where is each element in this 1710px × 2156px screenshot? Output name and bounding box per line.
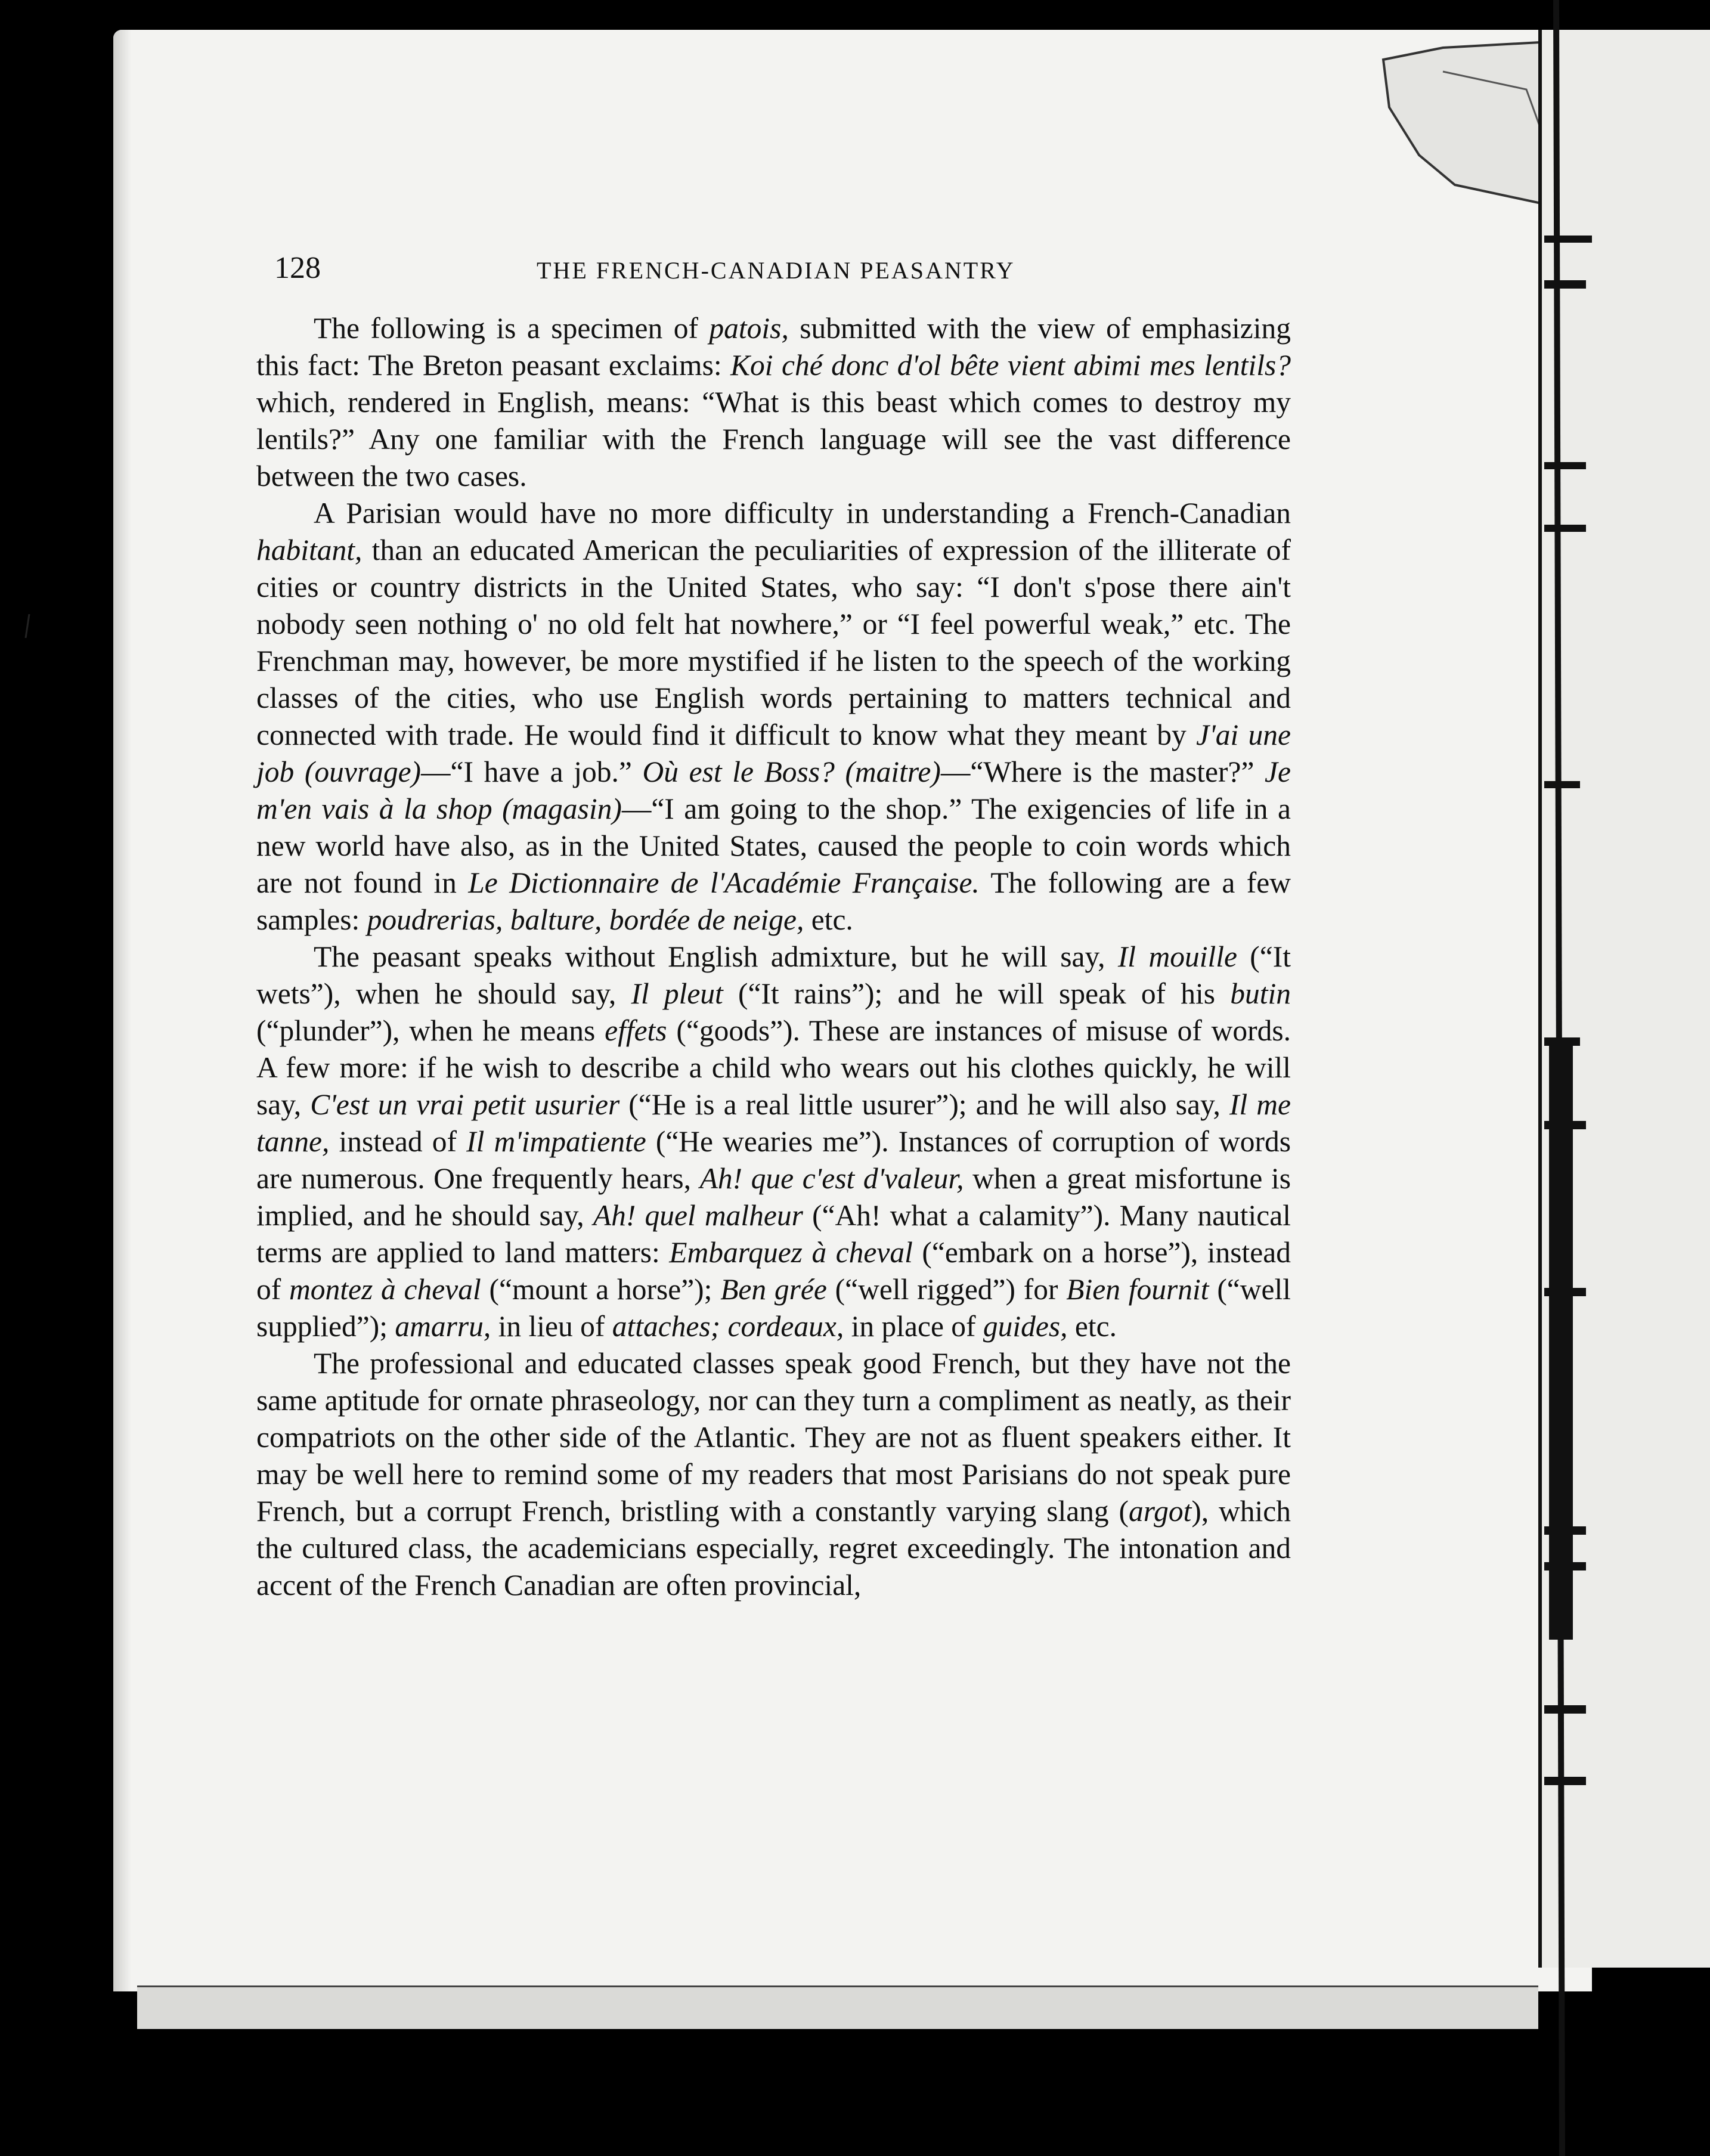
text-run: ), which the cultured class, the academicians especially, regret exceedingly. The intonation and accent of the French Canadian are often provincial, <box>256 1495 1291 1601</box>
text-run: The professional and educated classes speak good French, but they have not the same aptitude for ornate phraseology, nor can they turn a compliment as neatly, as their compatriots on the other side of the Atlantic. They are not as fluent speakers either. It may be well here to remind some of my readers that most Parisians do not speak pure French, but a corrupt French, bristling with a constantly varying slang ( <box>256 1347 1291 1528</box>
text-run: —“Where is the master?” <box>940 755 1265 788</box>
italic-phrase: Il me tanne, <box>256 1088 1291 1158</box>
italic-phrase: Ah! que c'est d'valeur, <box>699 1162 964 1195</box>
text-run: etc. <box>1067 1310 1117 1343</box>
italic-phrase: Il pleut <box>631 977 723 1010</box>
text-run: in place of <box>844 1310 983 1343</box>
margin-mark <box>24 614 31 638</box>
text-run: (“He is a real little usurer”); and he will also say, <box>619 1088 1229 1121</box>
italic-phrase: Koi ché donc d'ol bête vient abimi mes lentils? <box>730 349 1291 382</box>
running-title: THE FRENCH-CANADIAN PEASANTRY <box>537 257 1015 284</box>
italic-phrase: montez à cheval <box>289 1273 481 1306</box>
italic-phrase: effets <box>605 1014 667 1047</box>
italic-phrase: C'est un vrai petit usurier <box>310 1088 620 1121</box>
italic-phrase: Bien fournit <box>1066 1273 1209 1306</box>
text-run: (“Ah! what a calamity”). Many nautical terms are applied to land matters: <box>256 1199 1291 1269</box>
text-run: when a great misfortune is implied, and he should say, <box>256 1162 1291 1232</box>
italic-phrase: Ah! quel malheur <box>593 1199 803 1232</box>
text-run: —“I have a job.” <box>421 755 643 788</box>
text-run: A Parisian would have no more difficulty in understanding a French-Canadian <box>314 497 1291 529</box>
page-edge-shadow <box>113 30 131 1991</box>
body-text <box>256 310 1291 1604</box>
italic-phrase: habitant, <box>256 534 363 566</box>
text-run: (“mount a horse”); <box>481 1273 721 1306</box>
text-run: in lieu of <box>491 1310 612 1343</box>
italic-phrase: Il mouille <box>1117 940 1237 973</box>
italic-phrase: patois, <box>709 312 789 345</box>
italic-phrase: J'ai une job (ouvrage) <box>256 718 1291 788</box>
paragraph-1 <box>256 310 1291 495</box>
italic-phrase: Ben grée <box>720 1273 827 1306</box>
running-head <box>256 250 1383 292</box>
text-run: (“goods”). These are instances of misuse of words. A few more: if he wish to describe a child who wears out his clothes quickly, he will say, <box>256 1014 1291 1121</box>
text-run: The following are a few samples: <box>256 866 1291 936</box>
text-run: (“well rigged”) for <box>826 1273 1067 1306</box>
italic-phrase: amarru, <box>395 1310 491 1343</box>
text-run: etc. <box>804 903 853 936</box>
text-run: (“It wets”), when he should say, <box>256 940 1291 1010</box>
text-run: (“plunder”), when he means <box>256 1014 605 1047</box>
italic-phrase: poudrerias, balture, bordée de neige, <box>367 903 804 936</box>
text-run: (“embark on a horse”), instead of <box>256 1236 1291 1306</box>
text-run: The following is a specimen of <box>314 312 710 345</box>
italic-phrase: Je m'en vais à la shop (magasin) <box>256 755 1291 825</box>
page-bottom-edge <box>137 1985 1538 2029</box>
paragraph-2 <box>256 495 1291 938</box>
text-run: than an educated American the peculiarities of expression of the illiterate of cities or country districts in the United States, who say: “I don't s'pose there ain't nobody seen nothing o' no old felt hat nowhere,” or “I feel powerful weak,” etc. The Frenchman may, however, be more mystified if he listen to the speech of the working classes of the cities, who use English words pertaining to matters technical and connected with trade. He would find it difficult to know what they meant by <box>256 534 1291 751</box>
italic-phrase: guides, <box>983 1310 1068 1343</box>
text-run: —“I am going to the shop.” The exigencies of life in a new world have also, as in the United States, caused the people to coin words which are not found in <box>256 792 1291 899</box>
italic-phrase: Embarquez à cheval <box>669 1236 913 1269</box>
italic-phrase: Où est le Boss? (maitre) <box>642 755 941 788</box>
italic-phrase: butin <box>1230 977 1291 1010</box>
text-run: (“It rains”); and he will speak of his <box>723 977 1231 1010</box>
text-run: submitted with the view of emphasizing this fact: The Breton peasant exclaims: <box>256 312 1291 382</box>
paragraph-4 <box>256 1345 1291 1604</box>
text-run: The peasant speaks without English admixture, but he will say, <box>314 940 1118 973</box>
text-run: (“He wearies me”). Instances of corruption of words are numerous. One frequently hears, <box>256 1125 1291 1195</box>
italic-phrase: argot <box>1128 1495 1192 1528</box>
binding-stitches <box>1544 0 1598 2156</box>
italic-phrase: Il m'impatiente <box>466 1125 646 1158</box>
text-run: (“well supplied”); <box>256 1273 1291 1343</box>
paragraph-3 <box>256 938 1291 1345</box>
text-run: which, rendered in English, means: “What is this beast which comes to destroy my lentils?” Any one familiar with the French language will see the vast difference between the two cases. <box>256 386 1291 492</box>
italic-phrase: Le Dictionnaire de l'Académie Française. <box>468 866 980 899</box>
text-run: instead of <box>329 1125 467 1158</box>
italic-phrase: attaches; cordeaux, <box>612 1310 844 1343</box>
page-number: 128 <box>274 251 321 285</box>
